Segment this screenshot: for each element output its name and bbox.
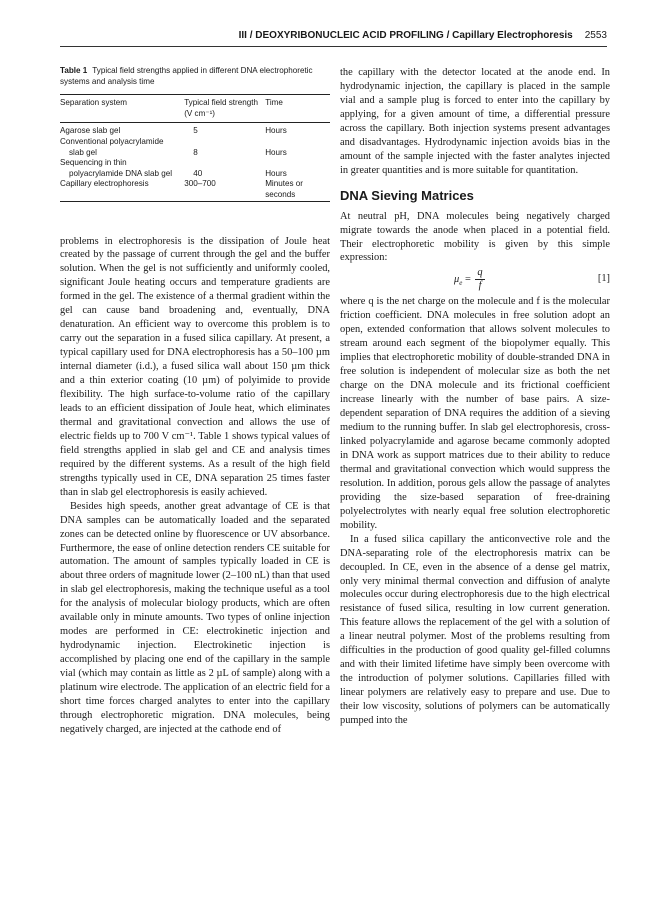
- system-name: Agarose slab gel: [60, 126, 121, 136]
- cell-system: Capillary electrophoresis: [60, 179, 149, 189]
- paragraph: Besides high speeds, another great advantage of CE is that DNA samples can be automatically loaded and the separated zones can be detected online by fluorescence or UV absorbance. Furthermore, the ease of online detection renders CE suitable for automation. The amount of samples typically loaded in CE is about three orders of magnitude lower (2–100 nL) than that used in slab gel electrophoresis, making the technique useful as a tool for the analysis of molecular biology products, which are often available only in minute amounts. Two types of online injection modes are performed in CE: electrokinetic injection and hydrodynamic injection. Electrokinetic injection is accomplished by placing one end of the capillary in the sample vial (which may contain as little as 2 µL of sample) along with a platinum wire electrode. The application of an electric field for a short time forces charged analytes to enter into the capillary through electrophoretic migration. DNA molecules, being negatively charged, are injected at the cathode end of: [60, 500, 330, 735]
- equation-lhs-sub: e: [459, 279, 463, 288]
- table-caption: [60, 66, 330, 87]
- table-1: [60, 66, 330, 202]
- running-header: [60, 30, 607, 47]
- equation-lhs: μ: [454, 274, 460, 286]
- paragraph: problems in electrophoresis is the dissipation of Joule heat created by the passage of current through the gel and the buffer solution. When the gel is not sufficiently and uniformly cooled, significant Joule heating occurs and temperature gradients are formed in the gel. The existence of a thermal gradient within the gel can cause band broadening and, eventually, DNA denaturation. An efficient way to overcome this problem is to carry out the separation in a fused silica capillary. At present, a typical capillary used for DNA electrophoresis has a 50–100 µm internal diameter (i.d.), a fused silica wall about 150 µm thick and a thin exterior coating (10 µm) of polyimide to provide flexibility. The high surface-to-volume ratio of the capillary leads to an efficient dissipation of Joule heat, which eliminates thermal and gravitational convection and allows the use of electric fields up to 700 V cm⁻¹. Table 1 shows typical values of field strengths applied in slab gel and CE and analysis times required by the different systems. As a result of the high field strengths typically used in CE, DNA separation 25 times faster than in slab gel electrophoresis is easily achieved.: [60, 235, 330, 498]
- cell-system: [60, 158, 184, 179]
- table-row: [60, 179, 330, 201]
- col-header-field: Typical field strength (V cm⁻¹): [184, 98, 258, 118]
- left-body-text: [60, 235, 330, 737]
- field-value: 300–700: [184, 179, 216, 189]
- equation-1: [340, 265, 610, 295]
- paragraph: where q is the net charge on the molecule and f is the molecular friction coefficient. DNA molecules in free solution adopt an open, extended conformation that allows solvent molecules to stream around each segment of the biopolymer equally. This implies that electrophoretic mobility of double-stranded DNA in free solution is independent of molecular size as both the net charge on the DNA molecule and its frictional coefficient increase linearly with the number of base pairs. A size-dependent separation of DNA requires the addition of a sieving medium to the running buffer. In slab gel electrophoresis, cross-linked polyacrylamide and agarose became commonly adopted in DNA work as support matrices due to their ability to reduce thermal and gravitational convection which would suppress the resolution. In addition, porous gels allow the passage of analytes providing the size-based separation of free-draining polyelectrolytes with nearly equal free solution electrophoretic mobility.: [340, 296, 610, 531]
- right-column: [340, 66, 610, 728]
- field-value: 40: [193, 168, 203, 178]
- table-header-row: [60, 95, 330, 123]
- left-column: [60, 66, 330, 737]
- cell-time: Hours: [265, 126, 287, 136]
- system-name-cont: slab gel: [69, 147, 97, 157]
- section-heading: DNA Sieving Matrices: [340, 187, 474, 203]
- cell-time: [265, 158, 330, 179]
- cell-time: Minutes or seconds: [265, 179, 303, 199]
- system-name-cont: polyacrylamide DNA slab gel: [69, 168, 173, 178]
- paragraph: In a fused silica capillary the anticonvective role and the DNA-separating role of the electrophoresis matrix can be decoupled. In CE, even in the absence of a dense gel matrix, only very minimal thermal convection and diffusion of analyte molecules occur during electrophoresis due to the high electrical resistance of fused silica, resulting in low current generation. This feature allows the replacement of the gel with a solution of a linear neutral polymer. Most of the problems resulting from difficulties in the production of good quality gel-filled columns and with their limited lifetime have simply been overcome with the introduction of polymer solutions. Capillaries filled with linear polymers are relatively easy to prepare and use. Due to their low viscosity, solutions of polymers can be automatically pumped into the: [340, 533, 610, 727]
- equation-denominator: f: [478, 280, 482, 292]
- equation-expression: [454, 267, 485, 292]
- table-row: [60, 123, 330, 137]
- cell-field: [184, 137, 265, 158]
- paragraph: the capillary with the detector located at the anode end. In hydrodynamic injection, the capillary is placed in the sample vial and a sample plug is forced to enter into the capillary by applying, for a given amount of time, a differential pressure across the capillary. Both injection systems present advantages and disadvantages. Hydrodynamic injection avoids bias in the amount of the sample injected with the faster analytes injected in greater quantities and is more suitable for quantitation.: [340, 67, 610, 176]
- system-name: Conventional polyacrylamide: [60, 136, 164, 146]
- field-value: 8: [193, 147, 198, 157]
- field-value: 5: [193, 126, 198, 136]
- table-caption-text: Typical field strengths applied in different DNA electrophoretic systems and analysis time: [60, 66, 313, 86]
- equation-fraction: [475, 267, 484, 292]
- table-label: Table 1: [60, 66, 88, 75]
- cell-system: [60, 123, 184, 137]
- time-value: Hours: [265, 168, 287, 178]
- cell-time: [265, 137, 330, 158]
- running-title: III / DEOXYRIBONUCLEIC ACID PROFILING / Capillary Electrophoresis: [238, 30, 573, 41]
- system-name: Sequencing in thin: [60, 158, 127, 168]
- cell-field: [184, 158, 265, 179]
- time-value: Hours: [265, 147, 287, 157]
- page-number: 2553: [584, 30, 607, 41]
- col-header-system: Separation system: [60, 98, 128, 108]
- col-header-time: Time: [265, 98, 283, 108]
- equation-numerator: q: [477, 267, 483, 279]
- cell-field: [184, 179, 265, 201]
- equation-equals: =: [464, 274, 471, 286]
- table-row: [60, 158, 330, 179]
- cell-system: [60, 137, 184, 158]
- paragraph: At neutral pH, DNA molecules being negatively charged migrate towards the anode when placed in a potential field. Their electrophoretic mobility is given by this simple expression:: [340, 210, 610, 264]
- table-row: [60, 137, 330, 158]
- equation-number: [1]: [597, 273, 610, 285]
- field-strength-table: [60, 94, 330, 201]
- cell-field: [184, 123, 265, 137]
